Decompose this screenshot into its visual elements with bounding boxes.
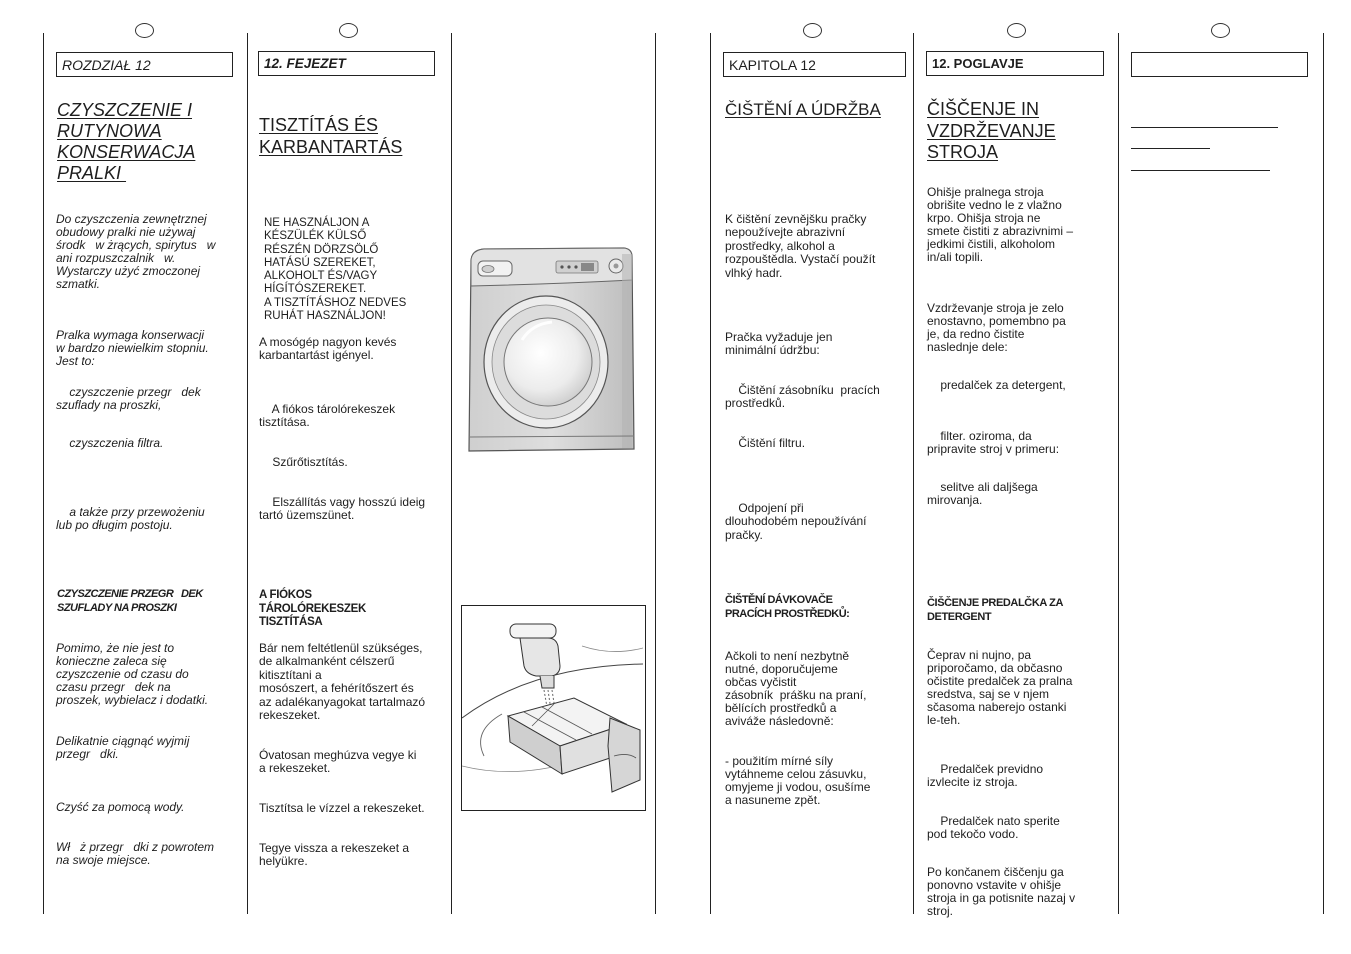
list-item-cs: Odpojení při dlouhodobém nepoužívání pračky.	[725, 501, 867, 542]
step-hu: Bár nem feltétlenül szükséges, de alkalmanként célszerű kitisztítani a mosószert, a fehérítőszert és az adalékanyagokat tartalmazó rekeszeket.	[259, 641, 426, 723]
drawer-cleaning-figure	[461, 605, 646, 811]
step-sl: Predalček previdno izvlecite iz stroja.	[927, 762, 1044, 789]
chapter-label-pl: ROZDZIAŁ 12	[56, 52, 233, 77]
column-rule	[247, 33, 248, 914]
list-item-sl: filter. oziroma, da pripravite stroj v primeru:	[927, 429, 1060, 456]
paragraph-pl: Do czyszczenia zewnętrznej obudowy pralki nie używaj środk w żrących, spirytus w ani rozpuszczalnik w. Wystarczy użyć zmoczonej szmatki.	[56, 212, 216, 291]
section-title-pl: CZYSZCZENIE I RUTYNOWA KONSERWACJA PRALKI	[57, 100, 196, 183]
paragraph-hu: A mosógép nagyon kevés karbantartást igényel.	[259, 335, 397, 363]
drawer-cleaning-illustration	[462, 606, 643, 808]
list-item-hu: A fiókos tárolórekeszek tisztítása.	[259, 402, 396, 430]
subheading-pl: CZYSZCZENIE PRZEGR DEK SZUFLADY NA PROSZKI	[57, 588, 203, 614]
subheading-cs: ČIŠTĚNÍ DÁVKOVAČE PRACÍCH PROSTŘEDKŮ:	[725, 594, 850, 620]
step-cs: Ačkoli to není nezbytně nutné, doporučujeme občas vyčistit zásobník prášku na praní, bělících prostředků a aviváže následovně:	[725, 649, 867, 728]
chapter-label-cs: KAPITOLA 12	[723, 52, 906, 77]
title-underline	[1131, 127, 1278, 128]
step-hu: Óvatosan meghúzva vegye ki a rekeszeket.	[259, 748, 417, 776]
step-sl: Po končanem čiščenju ga ponovno vstavite v ohišje stroja in ga potisnite nazaj v stroj.	[927, 865, 1076, 918]
list-item-cs: Čištění zásobníku pracích prostředků.	[725, 383, 880, 411]
title-underline	[1131, 170, 1270, 171]
column-rule	[913, 33, 914, 914]
list-item-pl: czyszczenie przegr dek szuflady na proszki,	[56, 385, 201, 412]
chapter-label-sl: 12. POGLAVJE	[926, 51, 1104, 76]
list-item-sl: selitve ali daljšega mirovanja.	[927, 480, 1038, 507]
list-item-hu: Elszállítás vagy hosszú ideig tartó üzemszünet.	[259, 495, 426, 523]
paragraph-sl: Ohišje pralnega stroja obrišite vedno le z vlažno krpo. Ohišja stroja ne smete čistiti z abrazivnimi – jedkimi čistili, alkoholom in/ali topili.	[927, 185, 1074, 264]
column-rule	[43, 33, 44, 914]
subheading-sl: ČIŠČENJE PREDALČKA ZA DETERGENT	[927, 597, 1064, 623]
warning-text-hu: NE HASZNÁLJON A KÉSZÜLÉK KÜLSŐ RÉSZÉN DÖRZSÖLŐ HATÁSÚ SZEREKET, ALKOHOLT ÉS/VAGY HÍGÍTÓSZEREKET. A TISZTÍTÁSHOZ NEDVES RUHÁT HASZNÁLJON!	[264, 217, 407, 323]
list-item-hu: Szűrőtisztítás.	[259, 455, 348, 469]
section-title-hu: TISZTÍTÁS ÉS KARBANTARTÁS	[259, 115, 403, 157]
step-cs: - použitím mírné síly vytáhneme celou zásuvku, omyjeme ji vodou, osušíme a nasuneme zpět.	[725, 754, 871, 807]
step-sl: Predalček nato sperite pod tekočo vodo.	[927, 814, 1060, 841]
list-item-pl: a także przy przewożeniu lub po długim postoju.	[56, 505, 205, 532]
section-title-sl: ČIŠČENJE IN VZDRŽEVANJE STROJA	[927, 99, 1056, 162]
step-hu: Tisztítsa le vízzel a rekeszeket.	[259, 801, 425, 815]
step-pl: Czyść za pomocą wody.	[56, 800, 185, 814]
language-marker	[1211, 23, 1230, 38]
column-rule	[1323, 33, 1324, 914]
column-rule	[655, 33, 656, 914]
column-rule	[451, 33, 452, 914]
paragraph-cs: K čištění zevnějšku pračky nepoužívejte abrazivní prostředky, alkohol a rozpouštědla. Vystačí použít vlhký hadr.	[725, 212, 876, 280]
column-rule	[1118, 33, 1119, 914]
title-underline	[1131, 148, 1210, 149]
paragraph-sl: Vzdrževanje stroja je zelo enostavno, pomembno pa je, da redno čistite naslednje dele:	[927, 301, 1066, 354]
list-item-cs: Čištění filtru.	[725, 436, 806, 450]
list-item-sl: predalček za detergent,	[927, 378, 1066, 392]
step-pl: Pomimo, że nie jest to konieczne zaleca się czyszczenie od czasu do czasu przegr dek na proszek, wybielacz i dodatki.	[56, 641, 209, 707]
paragraph-pl: Pralka wymaga konserwacji w bardzo niewielkim stopniu. Jest to:	[56, 328, 209, 368]
step-pl: Delikatnie ciągnąć wyjmij przegr dki.	[56, 734, 190, 761]
washing-machine-illustration	[466, 244, 638, 456]
column-rule	[710, 33, 711, 914]
step-hu: Tegye vissza a rekeszeket a helyükre.	[259, 841, 410, 869]
language-marker	[339, 23, 358, 38]
chapter-label-hu: 12. FEJEZET	[258, 51, 435, 76]
subheading-hu: A FIÓKOS TÁROLÓREKESZEK TISZTÍTÁSA	[259, 589, 366, 628]
language-marker	[135, 23, 154, 38]
paragraph-cs: Pračka vyžaduje jen minimální údržbu:	[725, 330, 833, 358]
step-pl: Wł ż przegr dki z powrotem na swoje miejsce.	[56, 840, 215, 867]
chapter-label-empty	[1131, 52, 1308, 77]
section-title-cs: ČIŠTĚNÍ A ÚDRŽBA	[725, 100, 881, 119]
list-item-pl: czyszczenia filtra.	[56, 436, 164, 450]
language-marker	[803, 23, 822, 38]
language-marker	[1007, 23, 1026, 38]
step-sl: Čeprav ni nujno, pa priporočamo, da občasno očistite predalček za pralna sredstva, saj se v njem sčasoma naberejo ostanki le-teh.	[927, 648, 1073, 727]
